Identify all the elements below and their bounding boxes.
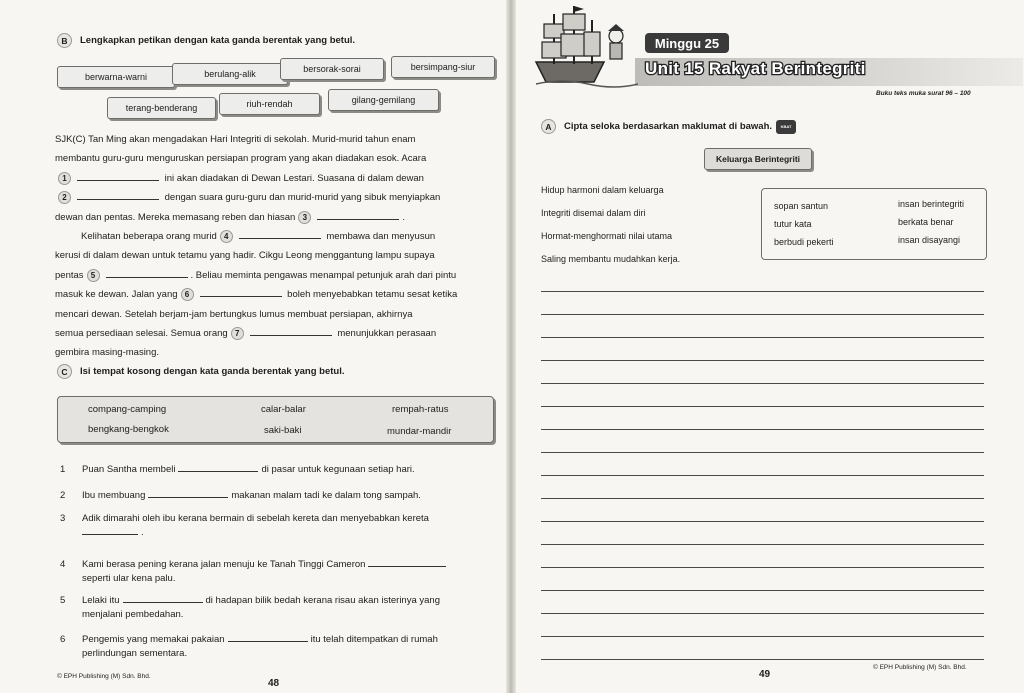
answer-line[interactable] (123, 594, 203, 603)
answer-blank[interactable] (77, 172, 159, 181)
section-c-word-box (57, 396, 494, 443)
answer-line[interactable] (178, 463, 258, 472)
seloka-line: Hidup harmoni dalam keluarga (541, 185, 664, 195)
section-c-instruction: Isi tempat kosong dengan kata ganda berentak yang betul. (80, 366, 345, 377)
question-number: 2 (60, 490, 66, 501)
blank-number: 6 (181, 288, 194, 301)
section-c-letter: C (57, 364, 72, 379)
seloka-line: Hormat-menghormati nilai utama (541, 231, 673, 241)
writing-line[interactable] (541, 498, 984, 499)
passage-line: semua persediaan selesai. Semua orang 7 menunjukkan perasaan (55, 328, 437, 340)
question-number: 1 (60, 464, 66, 475)
blank-number: 5 (87, 269, 100, 282)
writing-line[interactable] (541, 475, 984, 476)
writing-line[interactable] (541, 590, 984, 591)
left-page-number: 48 (268, 678, 280, 689)
section-b-passage (55, 130, 495, 363)
question-number: 6 (60, 634, 66, 645)
suggested-word: berbudi pekerti (774, 237, 834, 247)
passage-line: kerusi di dalam dewan untuk tetamu yang hadir. Cikgu Leong menggantung lampu supaya (55, 250, 435, 262)
section-b-heading (57, 33, 355, 48)
writing-line[interactable] (541, 360, 984, 361)
question-number: 4 (60, 559, 66, 570)
word-option: mundar-mandir (387, 426, 452, 437)
unit-name: Rakyat Berintegriti (708, 59, 866, 78)
word-option: rempah-ratus (392, 404, 449, 415)
writing-line[interactable] (541, 544, 984, 545)
suggested-word: sopan santun (774, 201, 829, 211)
passage-line: 1 ini akan diadakan di Dewan Lestari. Suasana di dalam dewan (55, 169, 495, 188)
section-b-instruction: Lengkapkan petikan dengan kata ganda berentak yang betul. (80, 35, 356, 46)
seloka-line: Saling membantu mudahkan kerja. (541, 254, 681, 264)
word-option: compang-camping (88, 404, 167, 415)
left-footer-publisher: © EPH Publishing (M) Sdn. Bhd. (57, 673, 151, 680)
answer-blank[interactable] (106, 269, 188, 278)
question-item: 4 Kami berasa pening kerana jalan menuju ke Tanah Tinggi Cameron seperti ular kena palu. (60, 558, 496, 588)
right-page-number: 49 (759, 669, 771, 680)
answer-blank[interactable] (77, 191, 159, 200)
word-option: calar-balar (261, 404, 306, 415)
textbook-reference: Buku teks muka surat 96 – 100 (876, 90, 971, 97)
word-box: berulang-alik (172, 63, 288, 85)
writing-line[interactable] (541, 636, 984, 637)
question-item: 3 Adik dimarahi oleh ibu kerana bermain di sebelah kereta dan menyebabkan kereta . (60, 513, 429, 538)
ship-and-pirate-illustration (532, 2, 638, 88)
writing-line[interactable] (541, 337, 984, 338)
answer-blank[interactable] (200, 288, 282, 297)
blank-number: 3 (298, 211, 311, 224)
seloka-line: Integriti disemai dalam diri (541, 208, 646, 218)
unit-title: Unit 15 Rakyat Berintegriti (645, 59, 866, 78)
passage-line: gembira masing-masing. (55, 347, 160, 359)
writing-line[interactable] (541, 314, 984, 315)
word-box: terang-benderang (107, 97, 216, 119)
writing-line[interactable] (541, 521, 984, 522)
section-c-heading (57, 364, 344, 379)
kbat-badge: KBAT (776, 120, 796, 134)
section-a-letter: A (541, 119, 556, 134)
answer-line[interactable] (82, 526, 138, 535)
passage-line: masuk ke dewan. Jalan yang 6 boleh menyebabkan tetamu sesat ketika (55, 289, 458, 301)
suggested-word: insan disayangi (898, 235, 961, 245)
suggested-words-box (761, 188, 987, 260)
question-item: 5 Lelaki itu di hadapan bilik bedah kerana risau akan isterinya yang menjalani pembedahan. (60, 595, 440, 620)
section-a-heading (541, 119, 796, 134)
writing-line[interactable] (541, 429, 984, 430)
writing-line[interactable] (541, 659, 984, 660)
suggested-word: insan berintegriti (898, 199, 965, 209)
answer-blank[interactable] (250, 327, 332, 336)
unit-number: 15 (684, 59, 704, 78)
passage-line: membantu guru-guru menguruskan persiapan program yang akan diadakan esok. Acara (55, 153, 427, 165)
writing-line[interactable] (541, 613, 984, 614)
passage-line: mencari dewan. Setelah berjam-jam bertungkus lumus membuat persiapan, akhirnya (55, 308, 413, 320)
question-item: 6 Pengemis yang memakai pakaian itu telah ditempatkan di rumah perlindungan sementara. (60, 634, 438, 659)
section-a-instruction: Cipta seloka berdasarkan maklumat di bawah. (564, 121, 773, 132)
word-option: bengkang-bengkok (88, 424, 169, 435)
suggested-word: tutur kata (774, 219, 812, 229)
blank-number: 2 (58, 191, 71, 204)
writing-line[interactable] (541, 567, 984, 568)
passage-line: Kelihatan beberapa orang murid 4 membawa dan menyusun (81, 231, 436, 243)
word-box: berwarna-warni (57, 66, 175, 88)
word-box: bersorak-sorai (280, 58, 384, 80)
question-number: 5 (60, 595, 66, 606)
word-box: gilang-gemilang (328, 89, 439, 111)
word-box: riuh-rendah (219, 93, 320, 115)
passage-line: SJK(C) Tan Ming akan mengadakan Hari Integriti di sekolah. Murid-murid tahun enam (55, 134, 416, 145)
week-badge: Minggu 25 (645, 33, 729, 53)
answer-blank[interactable] (317, 211, 399, 220)
theme-box: Keluarga Berintegriti (704, 148, 812, 170)
word-option: saki-baki (264, 425, 302, 436)
passage-line: dewan dan pentas. Mereka memasang reben dan hiasan 3 . (55, 211, 405, 223)
suggested-word: berkata benar (898, 217, 954, 227)
book-gutter (506, 0, 516, 693)
blank-number: 7 (231, 327, 244, 340)
passage-line: 2 dengan suara guru-guru dan murid-murid yang sibuk menyiapkan (55, 188, 495, 207)
writing-line[interactable] (541, 383, 984, 384)
answer-line[interactable] (368, 558, 446, 567)
writing-line[interactable] (541, 452, 984, 453)
answer-blank[interactable] (239, 230, 321, 239)
section-b-letter: B (57, 33, 72, 48)
passage-line: pentas 5 . Beliau meminta pengawas menampal petunjuk arah dari pintu (55, 269, 457, 281)
writing-line[interactable] (541, 291, 984, 292)
writing-line[interactable] (541, 406, 984, 407)
answer-line[interactable] (148, 489, 228, 498)
question-number: 3 (60, 513, 66, 524)
right-footer-publisher: © EPH Publishing (M) Sdn. Bhd. (873, 664, 967, 671)
answer-line[interactable] (228, 633, 308, 642)
blank-number: 4 (220, 230, 233, 243)
blank-number: 1 (58, 172, 71, 185)
word-box: bersimpang-siur (391, 56, 495, 78)
